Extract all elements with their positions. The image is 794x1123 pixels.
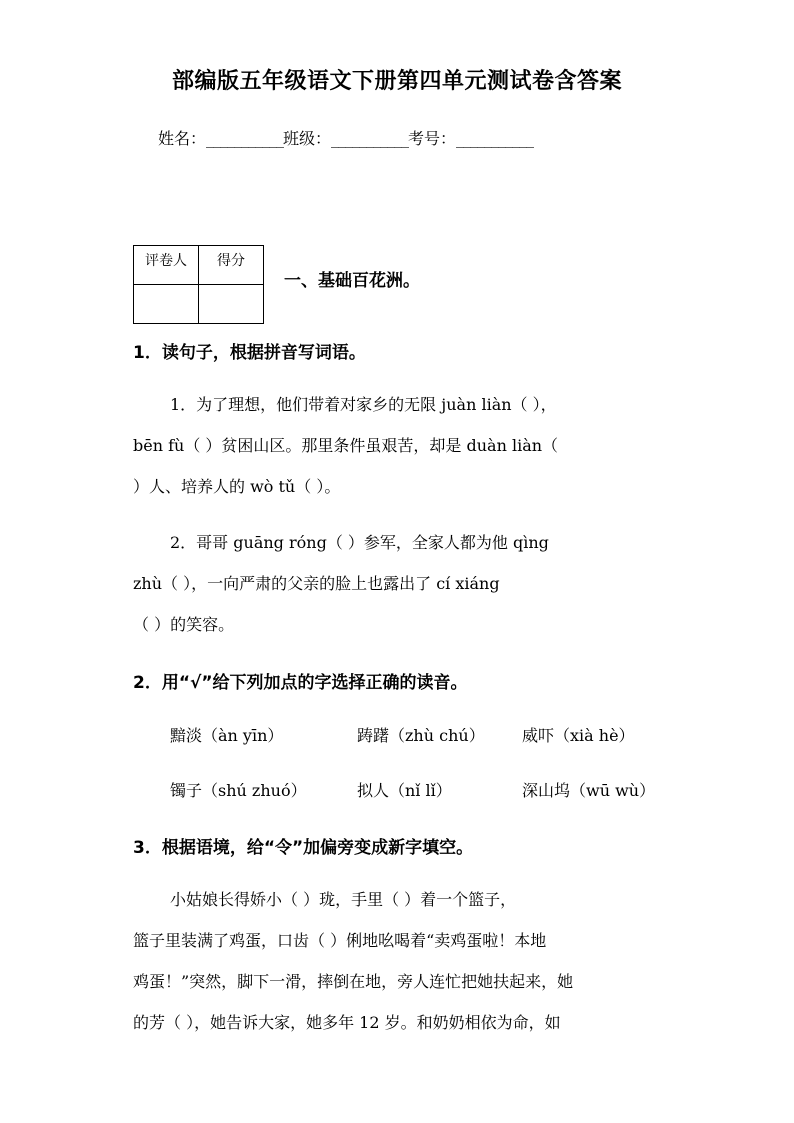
score-table xyxy=(133,245,264,324)
question-3-line: 鸡蛋！”突然，脚下一滑，摔倒在地，旁人连忙把她扶起来，她 xyxy=(133,972,574,991)
class-blank: ___________ xyxy=(331,129,409,148)
question-1-line: 2．哥哥 guāng róng（ ）参军，全家人都为他 qìng xyxy=(170,533,549,552)
question-1-heading: 1．读句子，根据拼音写词语。 xyxy=(133,343,366,363)
question-1-line: ）人、培养人的 wò tǔ（ ）。 xyxy=(133,477,341,496)
score-label: 得分 xyxy=(217,253,245,269)
page-title: 部编版五年级语文下册第四单元测试卷含答案 xyxy=(171,69,622,94)
pronunciation-option: 深山坞（wū wù） xyxy=(522,781,656,800)
section-one-title: 一、基础百花洲。 xyxy=(284,271,420,291)
reviewer-header-cell xyxy=(134,246,199,285)
question-1-line: zhù（ ），一向严肃的父亲的脸上也露出了 cí xiáng xyxy=(133,574,500,593)
pronunciation-option: 黯淡（àn yīn） xyxy=(170,726,284,745)
question-3-line: 小姑娘长得娇小（ ）珑，手里（ ）着一个篮子， xyxy=(170,890,517,909)
question-1-line: 1．为了理想，他们带着对家乡的无限 juàn liàn（ ）， xyxy=(170,395,557,414)
question-1-line: bēn fù（ ）贫困山区。那里条件虽艰苦，却是 duàn liàn（ xyxy=(133,436,559,455)
question-3-line: 篮子里装满了鸡蛋，口齿（ ）俐地吆喝着“卖鸡蛋啦！本地 xyxy=(133,931,547,950)
exam-number-label: 考号： xyxy=(408,129,457,148)
pronunciation-option: 威吓（xià hè） xyxy=(522,726,635,745)
question-1-line: （ ）的笑容。 xyxy=(133,615,235,634)
student-info-line xyxy=(158,126,533,149)
pronunciation-option: 踌躇（zhù chú） xyxy=(357,726,485,745)
score-value-cell xyxy=(199,285,264,324)
score-header-cell xyxy=(199,246,264,285)
exam-number-blank: ___________ xyxy=(456,129,534,148)
reviewer-label: 评卷人 xyxy=(145,253,187,269)
name-label: 姓名： xyxy=(158,129,207,148)
reviewer-value-cell xyxy=(134,285,199,324)
class-label: 班级： xyxy=(283,129,332,148)
name-blank: ___________ xyxy=(206,129,284,148)
question-2-heading: 2．用“√”给下列加点的字选择正确的读音。 xyxy=(133,673,468,693)
question-3-line: 的芳（ ），她告诉大家，她多年 12 岁。和奶奶相依为命，如 xyxy=(133,1013,561,1032)
pronunciation-option: 镯子（shú zhuó） xyxy=(170,781,307,800)
question-3-heading: 3．根据语境，给“令”加偏旁变成新字填空。 xyxy=(133,838,474,858)
pronunciation-option: 拟人（nǐ lǐ） xyxy=(357,781,452,800)
